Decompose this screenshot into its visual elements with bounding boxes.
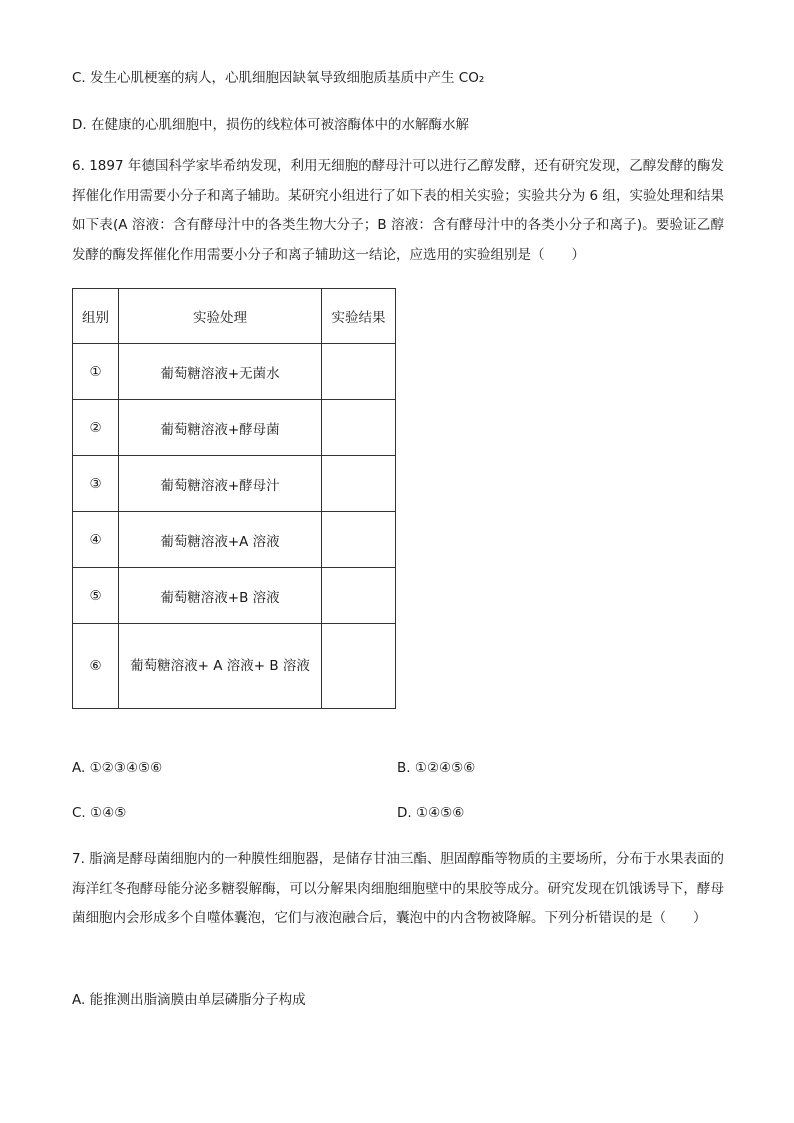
experiment-table xyxy=(72,288,396,709)
header-group: 组别 xyxy=(73,289,119,344)
q6-stem: 6. 1897 年德国科学家毕希纳发现，利用无细胞的酵母汁可以进行乙醇发酵，还有研究发现，乙醇发酵的酶发挥催化作用需要小分子和离子辅助。某研究小组进行了如下表的相关实验；实验共分为 6 组，实验处理和结果如下表(A 溶液：含有酵母汁中的各类生物大分子；B 溶液：含有酵母汁中的各类小分子和离子)。要验证乙醇发酵的酶发挥催化作用需要小分子和离子辅助这一结论，应选用的实验组别是（ ） xyxy=(72,158,724,263)
table-header-row xyxy=(73,289,396,344)
treatment-cell: 葡萄糖溶液+酵母菌 xyxy=(119,400,322,456)
result-cell xyxy=(322,568,396,624)
table-row xyxy=(73,344,396,400)
q6-option-d: D. ①④⑤⑥ xyxy=(397,805,465,821)
table-row xyxy=(73,400,396,456)
group-cell: ② xyxy=(73,400,119,456)
q5-option-c: C. 发生心肌梗塞的病人，心肌细胞因缺氧导致细胞质基质中产生 CO₂ xyxy=(72,70,485,86)
q5-option-d: D. 在健康的心肌细胞中，损伤的线粒体可被溶酶体中的水解酶水解 xyxy=(72,117,469,133)
table-row xyxy=(73,624,396,709)
table-row xyxy=(73,512,396,568)
result-cell xyxy=(322,456,396,512)
header-result: 实验结果 xyxy=(322,289,396,344)
result-cell xyxy=(322,512,396,568)
q6-option-b: B. ①②④⑤⑥ xyxy=(397,760,476,776)
group-cell: ③ xyxy=(73,456,119,512)
q7-stem: 7. 脂滴是酵母菌细胞内的一种膜性细胞器，是储存甘油三酯、胆固醇酯等物质的主要场所，分布于水果表面的海洋红冬孢酵母能分泌多糖裂解酶，可以分解果肉细胞细胞壁中的果胶等成分。研究发现在饥饿诱导下，酵母菌细胞内会形成多个自噬体囊泡，它们与液泡融合后，囊泡中的内含物被降解。下列分析错误的是（ ） xyxy=(72,851,724,926)
result-cell xyxy=(322,400,396,456)
group-cell: ⑤ xyxy=(73,568,119,624)
treatment-cell: 葡萄糖溶液+ A 溶液+ B 溶液 xyxy=(119,624,322,709)
group-cell: ① xyxy=(73,344,119,400)
treatment-cell: 葡萄糖溶液+酵母汁 xyxy=(119,456,322,512)
treatment-cell: 葡萄糖溶液+B 溶液 xyxy=(119,568,322,624)
group-cell: ⑥ xyxy=(73,624,119,709)
treatment-cell: 葡萄糖溶液+无菌水 xyxy=(119,344,322,400)
table-row xyxy=(73,456,396,512)
treatment-cell: 葡萄糖溶液+A 溶液 xyxy=(119,512,322,568)
table-row xyxy=(73,568,396,624)
q6-option-c: C. ①④⑤ xyxy=(72,805,127,821)
q7-option-a: A. 能推测出脂滴膜由单层磷脂分子构成 xyxy=(72,992,306,1008)
result-cell xyxy=(322,624,396,709)
header-treatment: 实验处理 xyxy=(119,289,322,344)
result-cell xyxy=(322,344,396,400)
group-cell: ④ xyxy=(73,512,119,568)
q6-option-a: A. ①②③④⑤⑥ xyxy=(72,760,163,776)
